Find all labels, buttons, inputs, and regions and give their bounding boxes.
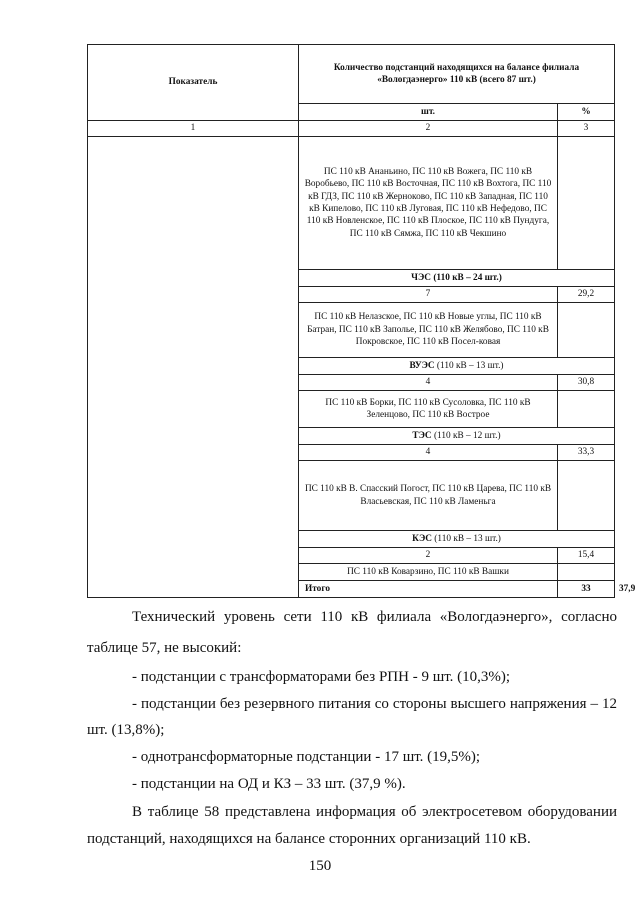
group-list: ПС 110 кВ Ананьино, ПС 110 кВ Вожега, ПС 110 кВ Воробьево, ПС 110 кВ Восточная, ПС 110 кВ Вохтога, ПС 110 кВ ГДЗ, ПС 110 кВ Жерноково, ПС 110 кВ Западная, ПС 110 кВ Кипелово, ПС 110 кВ Луговая, ПС 110 кВ Нефедово, ПС 110 кВ Новленское, ПС 110 кВ Плоское, ПС 110 кВ Пундуга, ПС 110 кВ Сямжа, ПС 110 кВ Чекшино	[299, 137, 558, 270]
group-list-percent-empty	[558, 303, 615, 358]
group-title: КЭС (110 кВ – 13 шт.)	[299, 531, 615, 548]
header-units: шт.	[299, 104, 558, 121]
group-percent: 30,8	[558, 375, 615, 391]
group-percent: 29,2	[558, 287, 615, 303]
group-list: ПС 110 кВ Борки, ПС 110 кВ Сусоловка, ПС 110 кВ Зеленцово, ПС 110 кВ Вострое	[299, 391, 558, 428]
group-title: ТЭС (110 кВ – 12 шт.)	[299, 428, 615, 445]
paragraph-line: Технический уровень сети 110 кВ филиала «Вологдаэнерго», согласно	[132, 609, 617, 625]
substations-table: Показатель Количество подстанций находящихся на балансе филиала «Вологдаэнерго» 110 кВ (всего 87 шт.) шт. % 1 2 3 ПС 110 кВ Ананьино, ПС 110 кВ Вожега, ПС 110 кВ Воробьево, ПС 110 кВ Восточная, ПС 110 кВ Вохтога, ПС 110 кВ ГДЗ, ПС 110 кВ Жерноково, ПС 110 кВ Западная, ПС 110 кВ Кипелово, ПС 110 кВ Луговая, ПС 110 кВ Нефедово, ПС 110 кВ Новленское, ПС 110 кВ Плоское, ПС 110 кВ Пундуга, ПС 110 кВ Сямжа, ПС 110 кВ Чекшино ЧЭС (110 кВ – 24 шт.) 7 29,2 ПС 110 кВ Нелазское, ПС 110 кВ Новые углы, ПС 110 кВ Батран, ПС 110 кВ Заполье, ПС 110 кВ Желябово, ПС 110 кВ Покровское, ПС 110 кВ Посел-ковая ВУЭС (110 кВ – 13 шт.) 4 30,8 ПС 110 кВ Борки, ПС 110 кВ Сусоловка, ПС 110 кВ Зеленцово, ПС 110 кВ Вострое ТЭС (110 кВ – 12 шт.) 4 33,3 ПС 110 кВ В. Спасский Погост, ПС 110 кВ Царева, ПС 110 кВ Власьевская, ПС 110 кВ Ламеньга КЭС (110 кВ – 13 шт.) 2 15,4 ПС 110 кВ Коварзино, ПС 110 кВ Вашки Итого 33 37,9	[87, 44, 615, 598]
bullet-item-continuation: шт. (13,8%);	[87, 722, 165, 738]
paragraph-line: В таблице 58 представлена информация об электросетевом оборудовании	[132, 804, 617, 820]
group-list: ПС 110 кВ Нелазское, ПС 110 кВ Новые углы, ПС 110 кВ Батран, ПС 110 кВ Заполье, ПС 110 кВ Желябово, ПС 110 кВ Покровское, ПС 110 кВ Посел-ковая	[299, 303, 558, 358]
paragraph-line: таблице 57, не высокий:	[87, 640, 242, 656]
column-number-1: 1	[88, 121, 299, 137]
group-count: 4	[299, 375, 558, 391]
group-count: 7	[299, 287, 558, 303]
group-percent: 33,3	[558, 445, 615, 461]
bullet-item: - подстанции на ОД и КЗ – 33 шт. (37,9 %).	[132, 776, 406, 792]
group-list: ПС 110 кВ В. Спасский Погост, ПС 110 кВ Царева, ПС 110 кВ Власьевская, ПС 110 кВ Ламеньга	[299, 461, 558, 531]
group-count: 2	[299, 548, 558, 564]
group-list-percent-empty	[558, 391, 615, 428]
group-list: ПС 110 кВ Коварзино, ПС 110 кВ Вашки	[299, 564, 558, 581]
header-indicator: Показатель	[88, 45, 299, 121]
indicator-cell-empty	[88, 137, 299, 598]
total-count: 33	[558, 581, 615, 598]
header-count-group: Количество подстанций находящихся на балансе филиала «Вологдаэнерго» 110 кВ (всего 87 шт.)	[299, 45, 615, 104]
bullet-item: - подстанции с трансформаторами без РПН - 9 шт. (10,3%);	[132, 669, 511, 685]
bullet-item: - однотрансформаторные подстанции - 17 шт. (19,5%);	[132, 749, 481, 765]
group-list-percent-empty	[558, 564, 615, 581]
paragraph-line: подстанций, находящихся на балансе сторонних организаций 110 кВ.	[87, 831, 531, 847]
bullet-item: - подстанции без резервного питания со стороны высшего напряжения – 12	[132, 696, 617, 712]
total-label: Итого	[299, 581, 558, 598]
page-number: 150	[308, 858, 332, 874]
group-title: ЧЭС (110 кВ – 24 шт.)	[299, 270, 615, 287]
group-percent: 15,4	[558, 548, 615, 564]
header-percent: %	[558, 104, 615, 121]
column-number-2: 2	[299, 121, 558, 137]
group-title: ВУЭС (110 кВ – 13 шт.)	[299, 358, 615, 375]
group-list-percent-empty	[558, 461, 615, 531]
group-count: 4	[299, 445, 558, 461]
column-number-3: 3	[558, 121, 615, 137]
group-list-percent-empty	[558, 137, 615, 270]
